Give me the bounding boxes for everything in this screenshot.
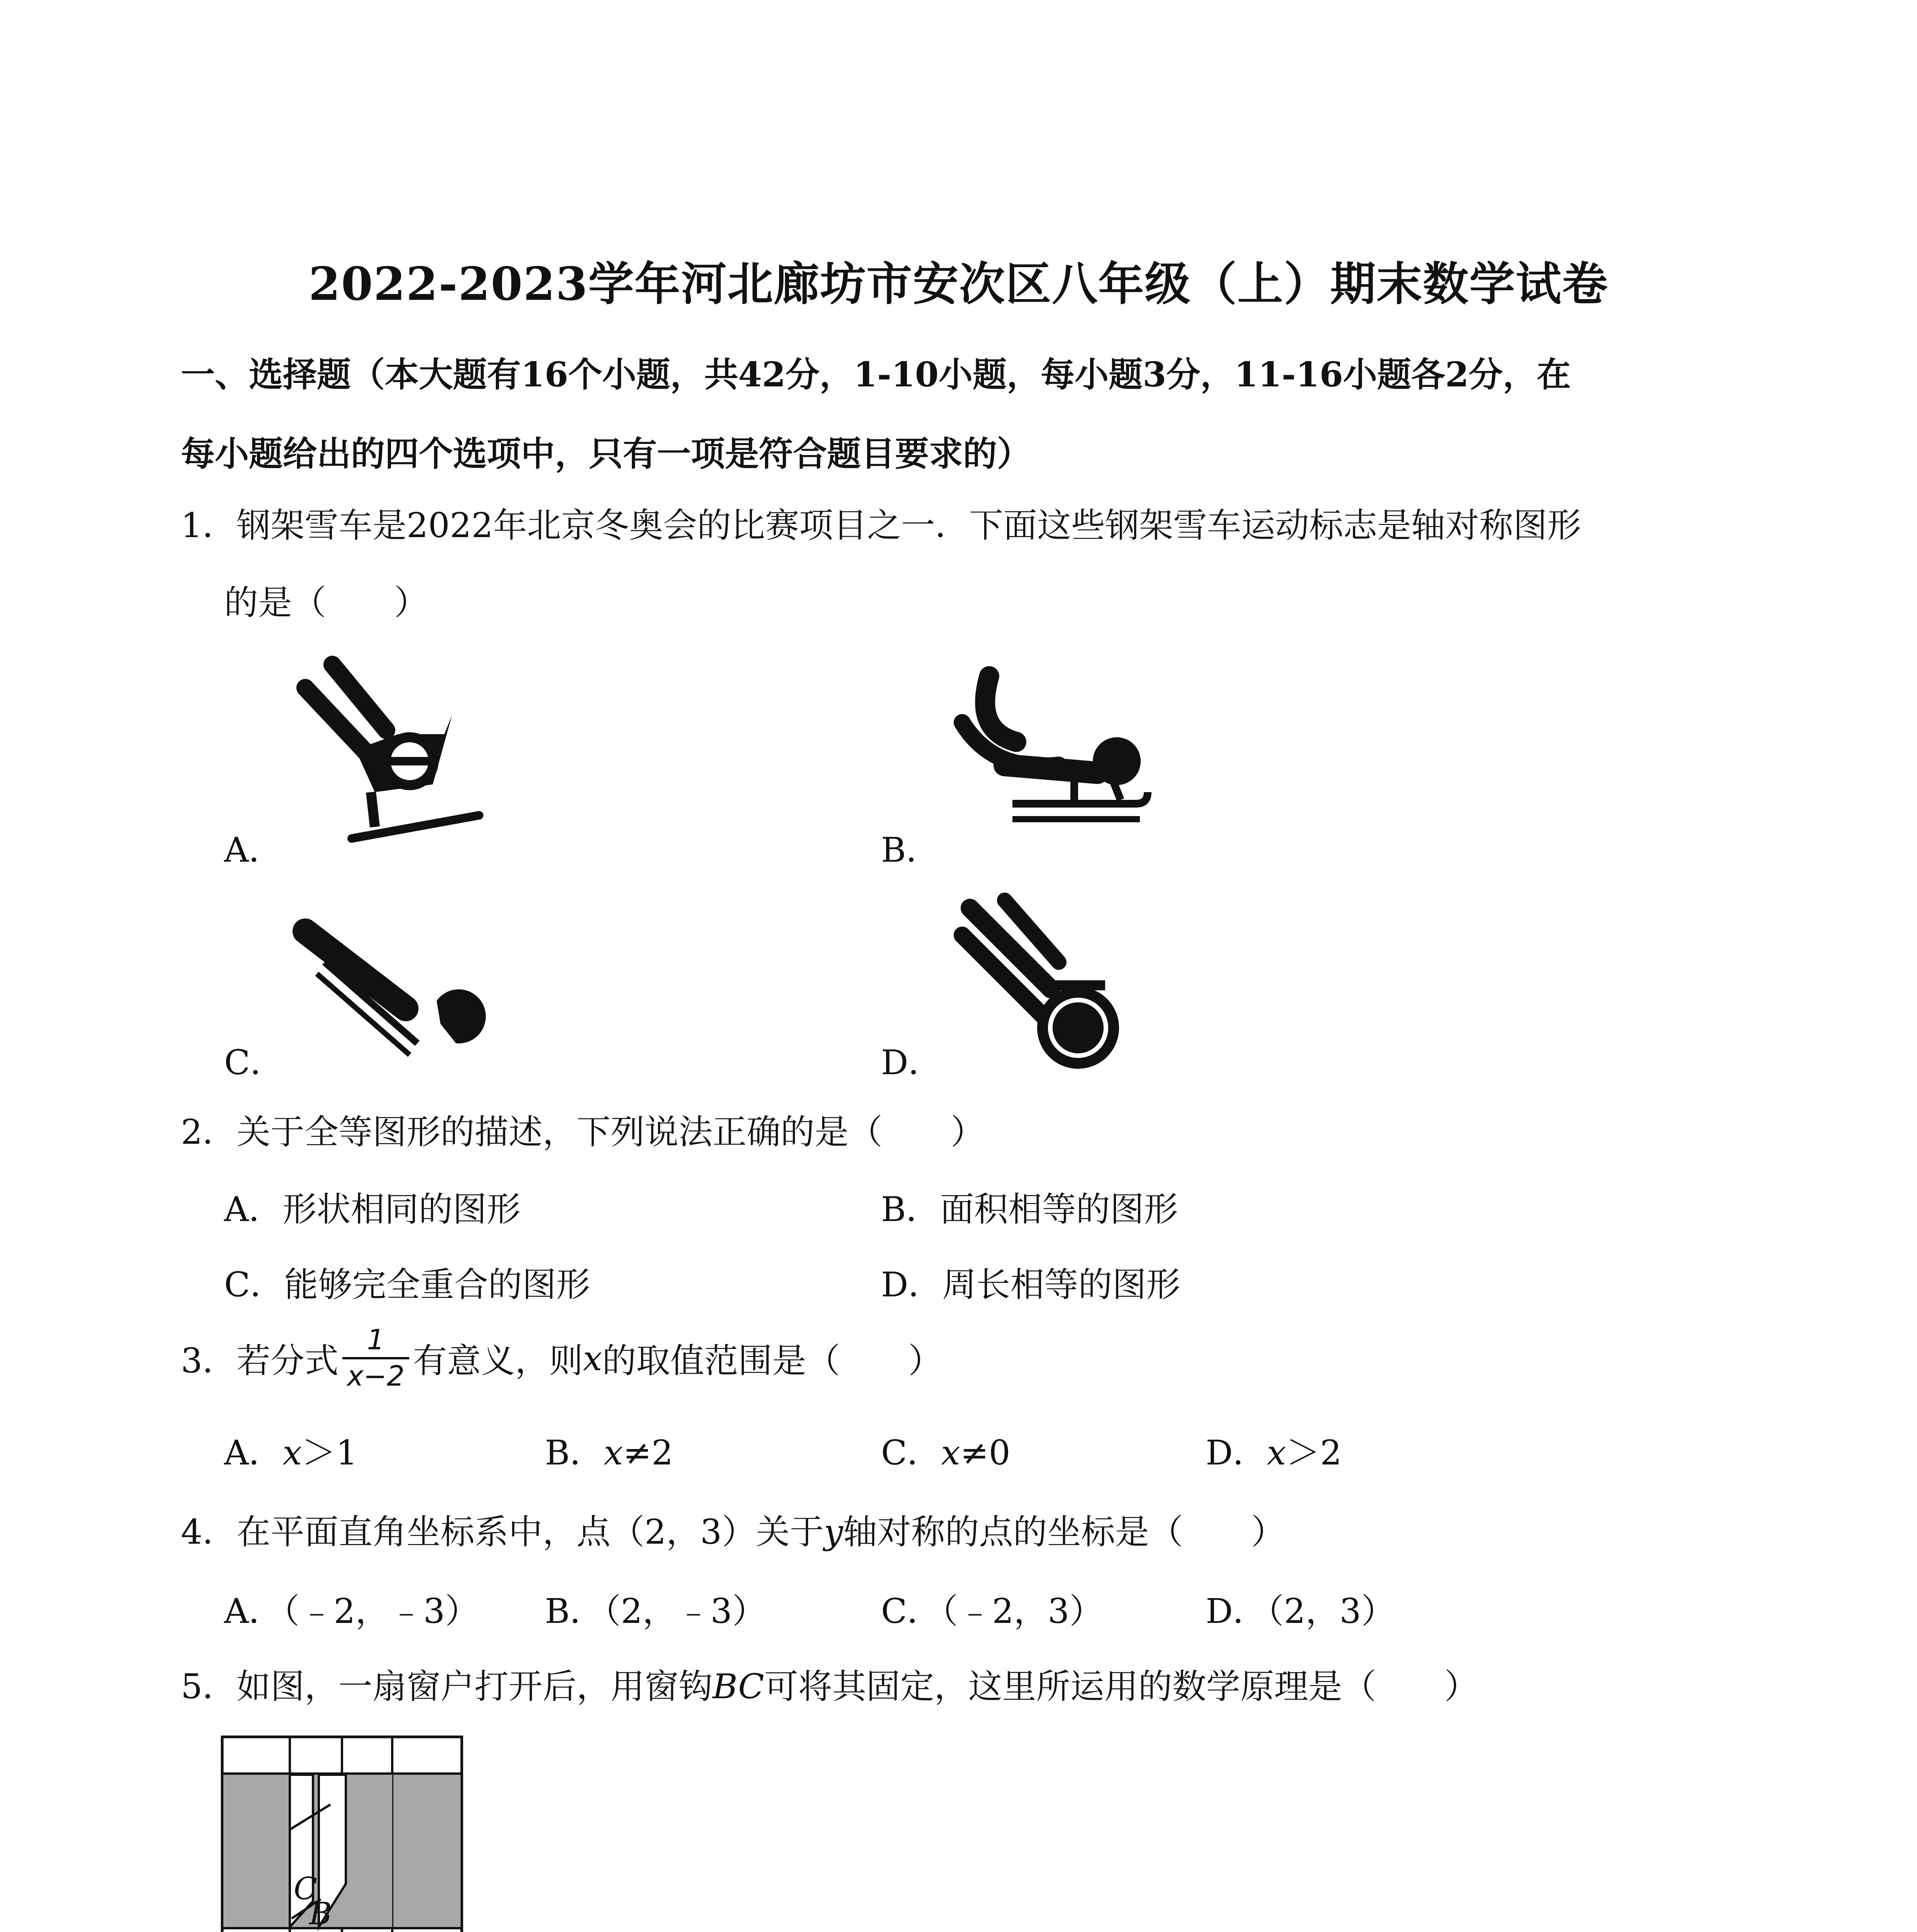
q4-option-b: B．（2，﹣3） bbox=[545, 1591, 766, 1631]
figure-label-b: B bbox=[309, 1896, 332, 1932]
q3-option-d-label: D． bbox=[1206, 1433, 1267, 1473]
skeleton-pictogram-icon-a bbox=[298, 657, 491, 850]
skeleton-pictogram-icon-c bbox=[290, 916, 491, 1070]
figure-label-c: C bbox=[294, 1871, 318, 1906]
q3-option-a-rest: ＞1 bbox=[302, 1433, 358, 1473]
q3-stem-post2: 的取值范围是（ ） bbox=[602, 1341, 942, 1381]
section-heading-line1: 一、选择题（本大题有16个小题，共42分，1-10小题，每小题3分，11-16小题各2分，在 bbox=[181, 354, 1571, 395]
q3-option-b-label: B． bbox=[545, 1433, 604, 1473]
q3-option-a-label: A． bbox=[224, 1433, 283, 1473]
q5-stem-post: 可将其固定，这里所运用的数学原理是（ ） bbox=[764, 1667, 1478, 1706]
q3-fraction bbox=[342, 1325, 409, 1391]
q4-option-c: C．（﹣2，3） bbox=[881, 1591, 1104, 1631]
window-figure bbox=[222, 1737, 462, 1932]
q2-option-d: D．周长相等的图形 bbox=[881, 1265, 1180, 1304]
q3-option-c bbox=[881, 1426, 1010, 1475]
q3-option-b bbox=[545, 1426, 673, 1475]
q3-option-a-var: x bbox=[282, 1433, 302, 1473]
q3-option-b-rest: ≠2 bbox=[623, 1433, 674, 1473]
skeleton-pictogram-icon-d bbox=[951, 889, 1128, 1074]
q3-stem-post1: 有意义，则 bbox=[413, 1341, 583, 1381]
q3-fraction-denominator: x−2 bbox=[347, 1360, 405, 1392]
section-heading-line2: 每小题给出的四个选项中，只有一项是符合题目要求的） bbox=[181, 434, 1031, 474]
q1-option-a-label: A． bbox=[224, 830, 283, 870]
skeleton-pictogram-icon-b bbox=[958, 665, 1175, 850]
q4-stem-post: 轴对称的点的坐标是（ ） bbox=[843, 1512, 1285, 1552]
q2-option-c: C．能够完全重合的图形 bbox=[224, 1265, 590, 1304]
q1-option-d-label: D． bbox=[881, 1043, 942, 1082]
q3-option-d bbox=[1206, 1426, 1342, 1475]
q4-stem-pre: 4．在平面直角坐标系中，点（2，3）关于 bbox=[181, 1512, 824, 1552]
q1-option-b-label: B． bbox=[881, 830, 940, 870]
q3-option-c-var: x bbox=[941, 1433, 960, 1473]
q4-option-d: D．（2，3） bbox=[1206, 1591, 1395, 1631]
q5-stem-pre: 5．如图，一扇窗户打开后，用窗钩 bbox=[181, 1667, 713, 1706]
q4-stem bbox=[181, 1505, 1285, 1554]
q1-stem-line1: 1．钢架雪车是2022年北京冬奥会的比赛项目之一．下面这些钢架雪车运动标志是轴对称图形 bbox=[181, 505, 1581, 545]
q3-stem-pre: 3．若分式 bbox=[181, 1341, 338, 1381]
q3-fraction-numerator: 1 bbox=[342, 1325, 409, 1359]
page-title: 2022-2023学年河北廊坊市安次区八年级（上）期末数学试卷 bbox=[308, 257, 1609, 311]
q3-option-c-label: C． bbox=[881, 1433, 941, 1473]
q2-stem: 2．关于全等图形的描述，下列说法正确的是（ ） bbox=[181, 1112, 985, 1152]
q5-stem bbox=[181, 1660, 1478, 1708]
q5-stem-var: BC bbox=[713, 1667, 764, 1706]
q3-option-a bbox=[224, 1426, 357, 1475]
q1-stem-line2: 的是（ ） bbox=[224, 583, 429, 622]
q3-stem-var: x bbox=[583, 1338, 602, 1378]
q2-option-b: B．面积相等的图形 bbox=[881, 1189, 1178, 1229]
q2-option-a: A．形状相同的图形 bbox=[224, 1189, 521, 1229]
q4-option-a: A．（﹣2，﹣3） bbox=[224, 1591, 479, 1631]
q3-stem bbox=[181, 1320, 942, 1397]
q3-option-c-rest: ≠0 bbox=[960, 1433, 1010, 1473]
q3-option-d-rest: ＞2 bbox=[1286, 1433, 1342, 1473]
q4-stem-var: y bbox=[823, 1512, 843, 1552]
q3-option-b-var: x bbox=[604, 1433, 623, 1473]
q1-option-c-label: C． bbox=[224, 1043, 284, 1082]
q3-option-d-var: x bbox=[1267, 1433, 1286, 1473]
